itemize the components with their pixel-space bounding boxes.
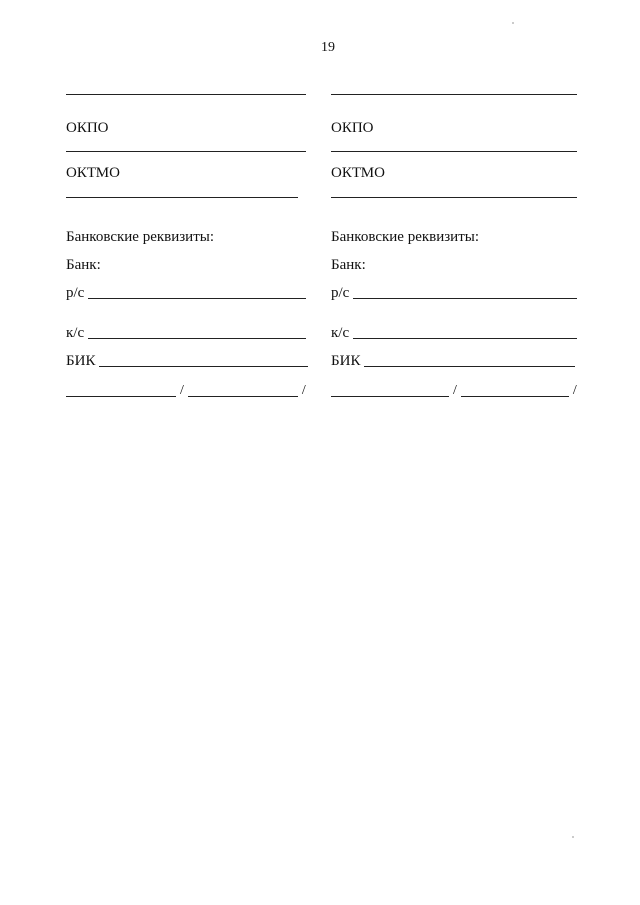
oktmo-label: ОКТМО bbox=[331, 165, 385, 181]
ks-field[interactable] bbox=[66, 324, 306, 342]
signature-name-line[interactable] bbox=[188, 384, 298, 397]
signature-slash-2: / bbox=[301, 383, 306, 398]
signature-slash-1: / bbox=[180, 383, 184, 398]
name-line[interactable] bbox=[331, 94, 577, 95]
rs-label: р/с bbox=[331, 285, 350, 301]
bank-label: Банк: bbox=[66, 257, 101, 273]
oktmo-line[interactable] bbox=[66, 197, 298, 198]
left-party-column bbox=[66, 0, 308, 905]
okpo-label: ОКПО bbox=[66, 120, 109, 136]
bank-label: Банк: bbox=[331, 257, 366, 273]
rs-field[interactable] bbox=[331, 284, 577, 302]
bik-field[interactable] bbox=[66, 352, 308, 370]
oktmo-line[interactable] bbox=[331, 197, 577, 198]
okpo-line[interactable] bbox=[66, 151, 306, 152]
signature-slash-1: / bbox=[453, 383, 457, 398]
scan-speck bbox=[572, 836, 574, 838]
signature-line[interactable] bbox=[66, 384, 176, 397]
scan-speck bbox=[512, 22, 514, 24]
oktmo-label: ОКТМО bbox=[66, 165, 120, 181]
right-party-column bbox=[331, 0, 579, 905]
ks-line[interactable] bbox=[353, 324, 577, 339]
bik-label: БИК bbox=[66, 353, 96, 369]
bik-line[interactable] bbox=[364, 352, 575, 367]
ks-label: к/с bbox=[331, 325, 350, 341]
bik-field[interactable] bbox=[331, 352, 575, 370]
signature-line[interactable] bbox=[331, 384, 449, 397]
bank-details-label: Банковские реквизиты: bbox=[331, 229, 480, 245]
bik-line[interactable] bbox=[99, 352, 308, 367]
page-number: 19 bbox=[321, 40, 335, 55]
signature-slash-2: / bbox=[572, 383, 577, 398]
okpo-line[interactable] bbox=[331, 151, 577, 152]
ks-field[interactable] bbox=[331, 324, 577, 342]
signature-row[interactable] bbox=[331, 383, 577, 399]
rs-line[interactable] bbox=[353, 284, 577, 299]
okpo-label: ОКПО bbox=[331, 120, 374, 136]
bank-details-label: Банковские реквизиты: bbox=[66, 229, 215, 245]
ks-label: к/с bbox=[66, 325, 85, 341]
ks-line[interactable] bbox=[88, 324, 306, 339]
rs-line[interactable] bbox=[88, 284, 306, 299]
name-line[interactable] bbox=[66, 94, 306, 95]
signature-name-line[interactable] bbox=[461, 384, 569, 397]
rs-field[interactable] bbox=[66, 284, 306, 302]
signature-row[interactable] bbox=[66, 383, 306, 399]
rs-label: р/с bbox=[66, 285, 85, 301]
bik-label: БИК bbox=[331, 353, 361, 369]
